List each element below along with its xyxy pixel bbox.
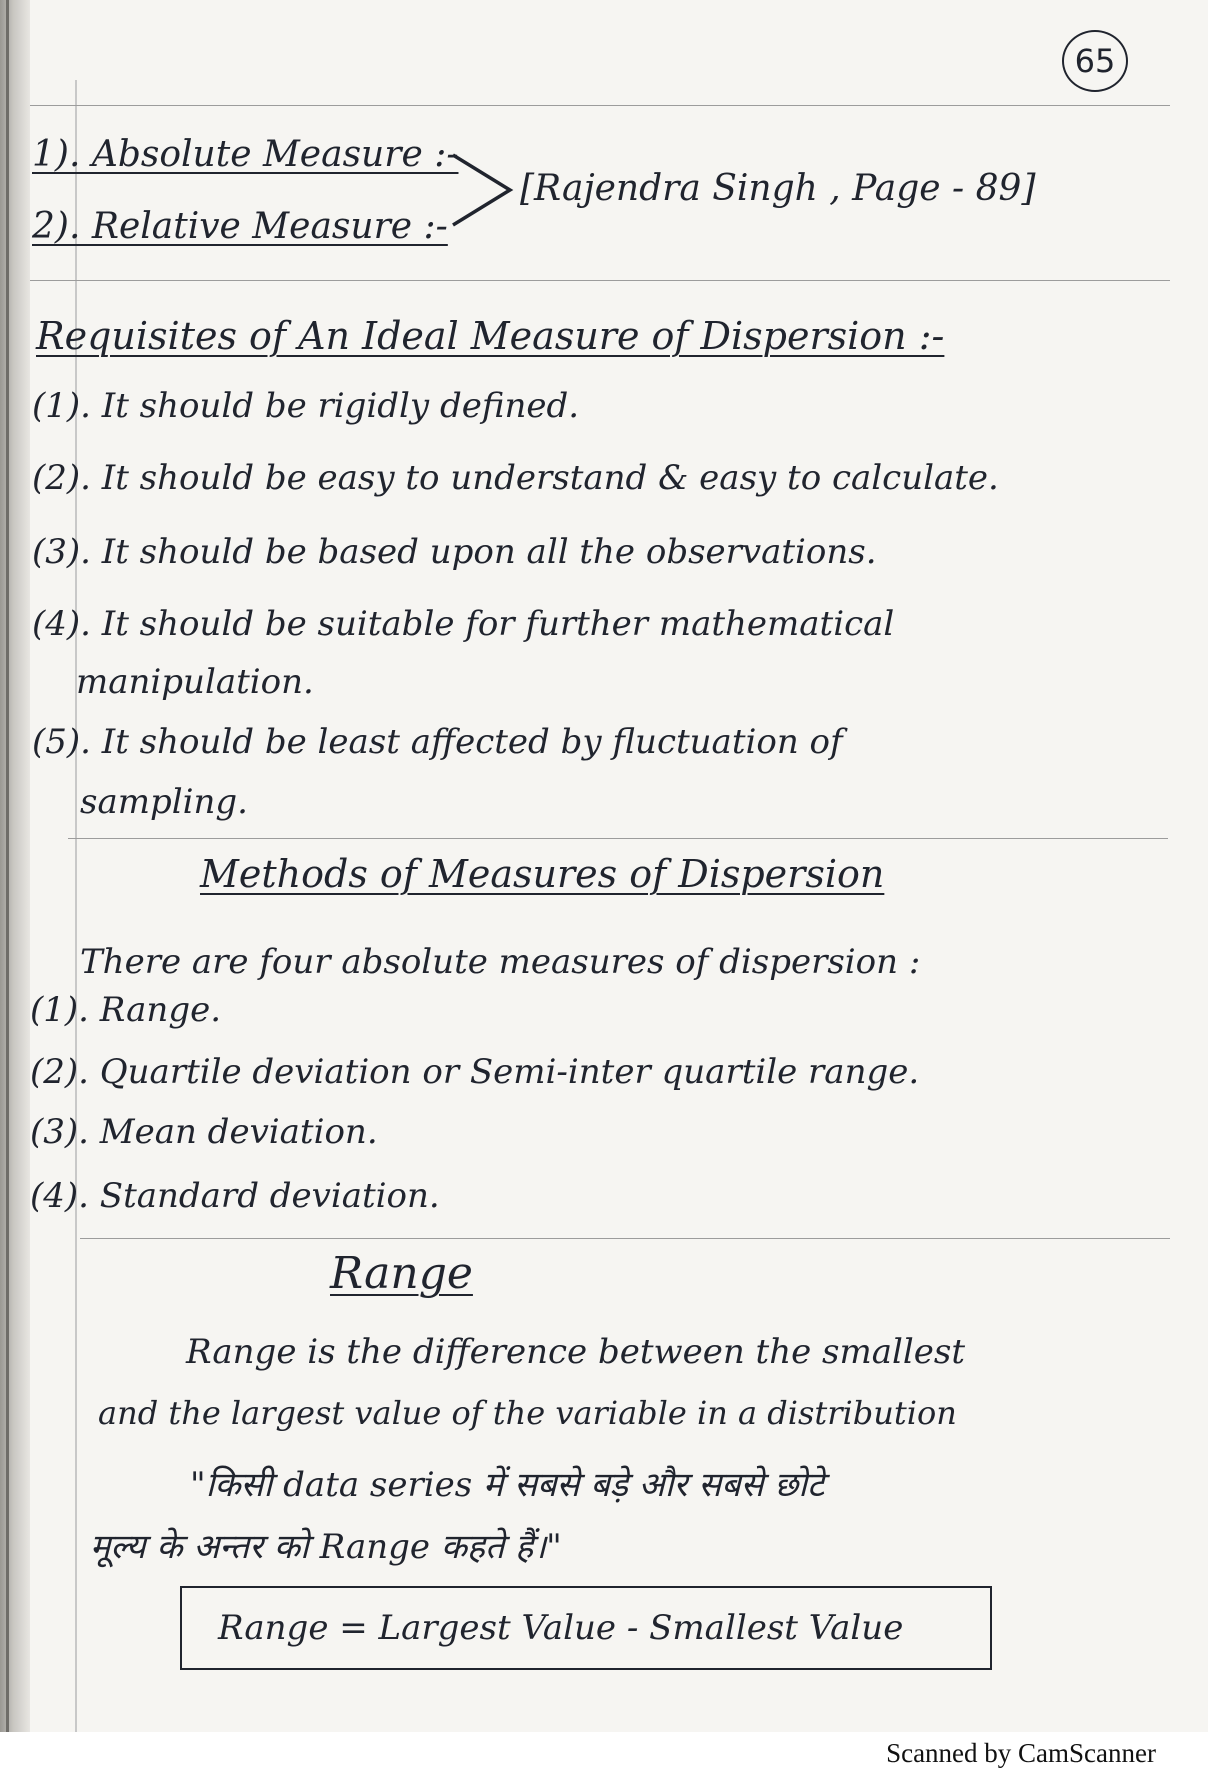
requisite-item: (2). It should be easy to understand & easy to calculate. xyxy=(32,458,999,498)
ruled-line xyxy=(80,1238,1170,1239)
camscanner-watermark: Scanned by CamScanner xyxy=(886,1738,1156,1768)
range-hindi-definition: मूल्य के अन्तर को Range कहते हैं।" xyxy=(90,1527,562,1567)
scan-footer xyxy=(0,1732,1208,1772)
method-item: (3). Mean deviation. xyxy=(30,1112,378,1152)
ruled-line xyxy=(30,280,1170,281)
requisite-item-continued: sampling. xyxy=(80,782,248,822)
requisite-item: (1). It should be rigidly defined. xyxy=(32,386,580,426)
requisite-item-continued: manipulation. xyxy=(76,662,314,702)
notebook-binding xyxy=(0,0,30,1772)
ruled-line xyxy=(30,105,1170,106)
absolute-measure: 1). Absolute Measure :- xyxy=(32,134,459,175)
relative-measure: 2). Relative Measure :- xyxy=(32,206,448,247)
ruled-line xyxy=(68,838,1168,839)
binding-edge xyxy=(6,0,9,1772)
range-hindi-definition: "किसी data series में सबसे बड़े और सबसे छोटे xyxy=(190,1465,825,1505)
range-formula: Range = Largest Value - Smallest Value xyxy=(218,1608,904,1648)
requisite-item: (4). It should be suitable for further mathematical xyxy=(32,604,895,644)
reference-citation: [Rajendra Singh , Page - 89] xyxy=(520,168,1036,209)
range-definition: Range is the difference between the smallest xyxy=(186,1332,965,1372)
requisites-heading: Requisites of An Ideal Measure of Dispersion :- xyxy=(36,314,945,358)
method-item: (4). Standard deviation. xyxy=(30,1176,440,1216)
range-heading: Range xyxy=(330,1248,473,1299)
method-item: (1). Range. xyxy=(30,990,222,1030)
methods-intro: There are four absolute measures of dispersion : xyxy=(80,942,921,982)
page-number: 65 xyxy=(1062,30,1128,92)
range-definition: and the largest value of the variable in a distribution xyxy=(98,1394,957,1432)
requisite-item: (3). It should be based upon all the observations. xyxy=(32,532,877,572)
methods-heading: Methods of Measures of Dispersion xyxy=(200,852,885,896)
method-item: (2). Quartile deviation or Semi-inter quartile range. xyxy=(30,1052,920,1092)
requisite-item: (5). It should be least affected by fluctuation of xyxy=(32,722,843,762)
brace-arrow-icon xyxy=(448,150,518,230)
range-formula-box xyxy=(180,1586,992,1670)
